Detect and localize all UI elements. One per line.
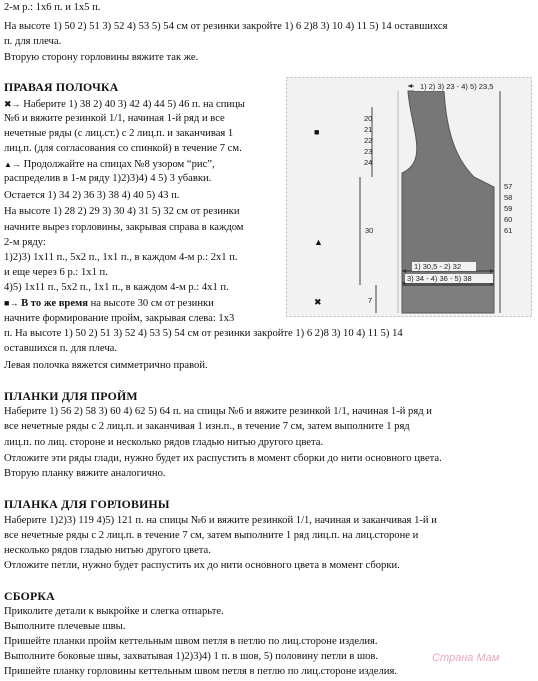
arrow-icon: → (11, 99, 21, 109)
text-line: все нечетные ряды с 2 лиц.п. в течение 7 см, затем выполните 1 ряд лиц.п. на лиц.стороне и (4, 530, 419, 541)
text-line: все нечетные ряды с 2 лиц.п. и заканчивая 1 изн.п., в течение 7 см, затем выполните 1 ряд (4, 421, 410, 432)
total-length-value: 57 (504, 182, 513, 191)
text-line: Пришейте планки пройм кеттельным швом петля в петлю по лиц.стороне изделия. (4, 636, 378, 647)
neck-depth-value: 22 (364, 136, 373, 145)
text-line: 1)2)3) 1х11 п., 5х2 п., 1х1 п., в каждом 4-м р.: 2х1 п. (4, 252, 238, 263)
section-heading-neck: ПЛАНКА ДЛЯ ГОРЛОВИНЫ (4, 497, 170, 511)
pattern-schema (286, 77, 532, 317)
text-line: п. На высоте 1) 50 2) 51 3) 52 4) 53 5) 54 см от резинки закройте 1) 6 2)8 3) 10 4) 11 5) 14 (4, 328, 403, 339)
triangle-marker-line (4, 157, 215, 172)
neck-depth-value: 23 (364, 147, 373, 156)
text-line: №6 и вяжите резинкой 1/1, начиная 1-й ряд и все (4, 113, 225, 124)
cross-marker-line (4, 97, 245, 112)
text-line: и еще через 6 р.: 1х1 п. (4, 267, 108, 278)
text-line: п. для плеча. (4, 36, 62, 47)
rib-height-value: 7 (368, 296, 373, 305)
text-line: Наберите 1) 56 2) 58 3) 60 4) 62 5) 64 п. на спицы №6 и вяжите резинкой 1/1, начиная 1-й ряд и (4, 406, 432, 417)
total-length-value: 59 (504, 204, 513, 213)
total-length-value: 61 (504, 226, 513, 235)
text-line: На высоте 1) 28 2) 29 3) 30 4) 31 5) 32 см от резинки (4, 206, 240, 217)
text-line: 2-м р.: 1х6 п. и 1х5 п. (4, 2, 101, 13)
text-line: несколько рядов гладью нитью другого цвета. (4, 545, 211, 556)
text-line: Вторую планку вяжите аналогично. (4, 468, 166, 479)
text-line: Остается 1) 34 2) 36 3) 38 4) 40 5) 43 п. (4, 190, 180, 201)
text-line: 4)5) 1х11 п., 5х2 п., 1х1 п., в каждом 4-м р.: 4х1 п. (4, 282, 229, 293)
text-line: распределив в 1-м ряду 1)2)3)4) 4 5) 3 убавки. (4, 173, 212, 184)
text-line: на высоте 30 см от резинки (87, 298, 214, 309)
text-line: Отложите эти ряды глади, нужно будет их распустить в момент сборки до нити основного цвета. (4, 453, 442, 464)
text-line: нечетные ряды (с лиц.ст.) с 2 лиц.п. и заканчивая 1 (4, 128, 234, 139)
emphasis-text: В то же время (21, 298, 88, 309)
body-height-value: 30 (365, 226, 374, 235)
text-line: Приколите детали к выкройке и слегка отпарьте. (4, 606, 224, 617)
total-length-value: 58 (504, 193, 513, 202)
cross-icon: ✖ (4, 99, 12, 109)
text-line: начните формирование пройм, закрывая слева: 1х3 (4, 313, 235, 324)
total-length-value: 60 (504, 215, 513, 224)
neck-depth-value: 20 (364, 114, 373, 123)
triangle-icon: ▲ (314, 237, 323, 247)
neck-depth-value: 24 (364, 158, 373, 167)
section-heading-armhole: ПЛАНКИ ДЛЯ ПРОЙМ (4, 389, 138, 403)
arrow-icon: → (9, 298, 19, 308)
text-line: Продолжайте на спицах №8 узором “рис”, (23, 159, 215, 170)
triangle-icon: ▲ (4, 160, 12, 169)
neck-depth-value: 21 (364, 125, 373, 134)
text-line: На высоте 1) 50 2) 51 3) 52 4) 53 5) 54 см от резинки закройте 1) 6 2)8 3) 10 4) 11 5) 14 оставшихся (4, 21, 448, 32)
site-logo-watermark: Страна Мам (432, 652, 500, 664)
text-line: Наберите 1)2)3) 119 4)5) 121 п. на спицы №6 и вяжите резинкой 1/1, начиная и заканчивая 1-й и (4, 515, 437, 526)
square-icon: ■ (314, 127, 320, 137)
text-line: Наберите 1) 38 2) 40 3) 42 4) 44 5) 46 п. на спицы (23, 99, 245, 110)
square-marker-line (4, 296, 214, 311)
text-line: начните вырез горловины, закрывая справа в каждом (4, 222, 244, 233)
text-line: 2-м ряду: (4, 237, 46, 248)
text-line: Выполните плечевые швы. (4, 621, 126, 632)
width-label: 1) 30,5 - 2) 32 (414, 262, 462, 271)
text-line: лиц.п. по лиц. стороне и несколько рядов гладью нитью другого цвета. (4, 437, 324, 448)
text-line: Отложите петли, нужно будет распустить их до нити основного цвета в момент сборки. (4, 560, 400, 571)
cross-icon: ✖ (314, 297, 322, 307)
arrow-icon: → (11, 159, 21, 169)
section-heading-right-front: ПРАВАЯ ПОЛОЧКА (4, 80, 119, 94)
shoulder-width-label: 1) 2) 3) 23 - 4) 5) 23,5 (420, 82, 494, 91)
text-line: Пришейте планку горловины кеттельным швом петля в петлю по лиц.стороне изделия. (4, 666, 397, 677)
text-line: Вторую сторону горловины вяжите так же. (4, 52, 199, 63)
text-line: оставшихся п. для плеча. (4, 343, 118, 354)
rib-band (402, 285, 494, 313)
text-line: Левая полочка вяжется симметрично правой. (4, 360, 208, 371)
width-label: 3) 34 - 4) 36 - 5) 38 (407, 274, 472, 283)
text-line: Выполните боковые швы, захватывая 1)2)3)4) 1 п. в шов, 5) половину петли в шов. (4, 651, 379, 662)
square-icon: ■ (4, 298, 10, 308)
text-line: лиц.п. (для согласования со спинкой) в течение 7 см. (4, 143, 242, 154)
section-heading-assembly: СБОРКА (4, 589, 55, 603)
